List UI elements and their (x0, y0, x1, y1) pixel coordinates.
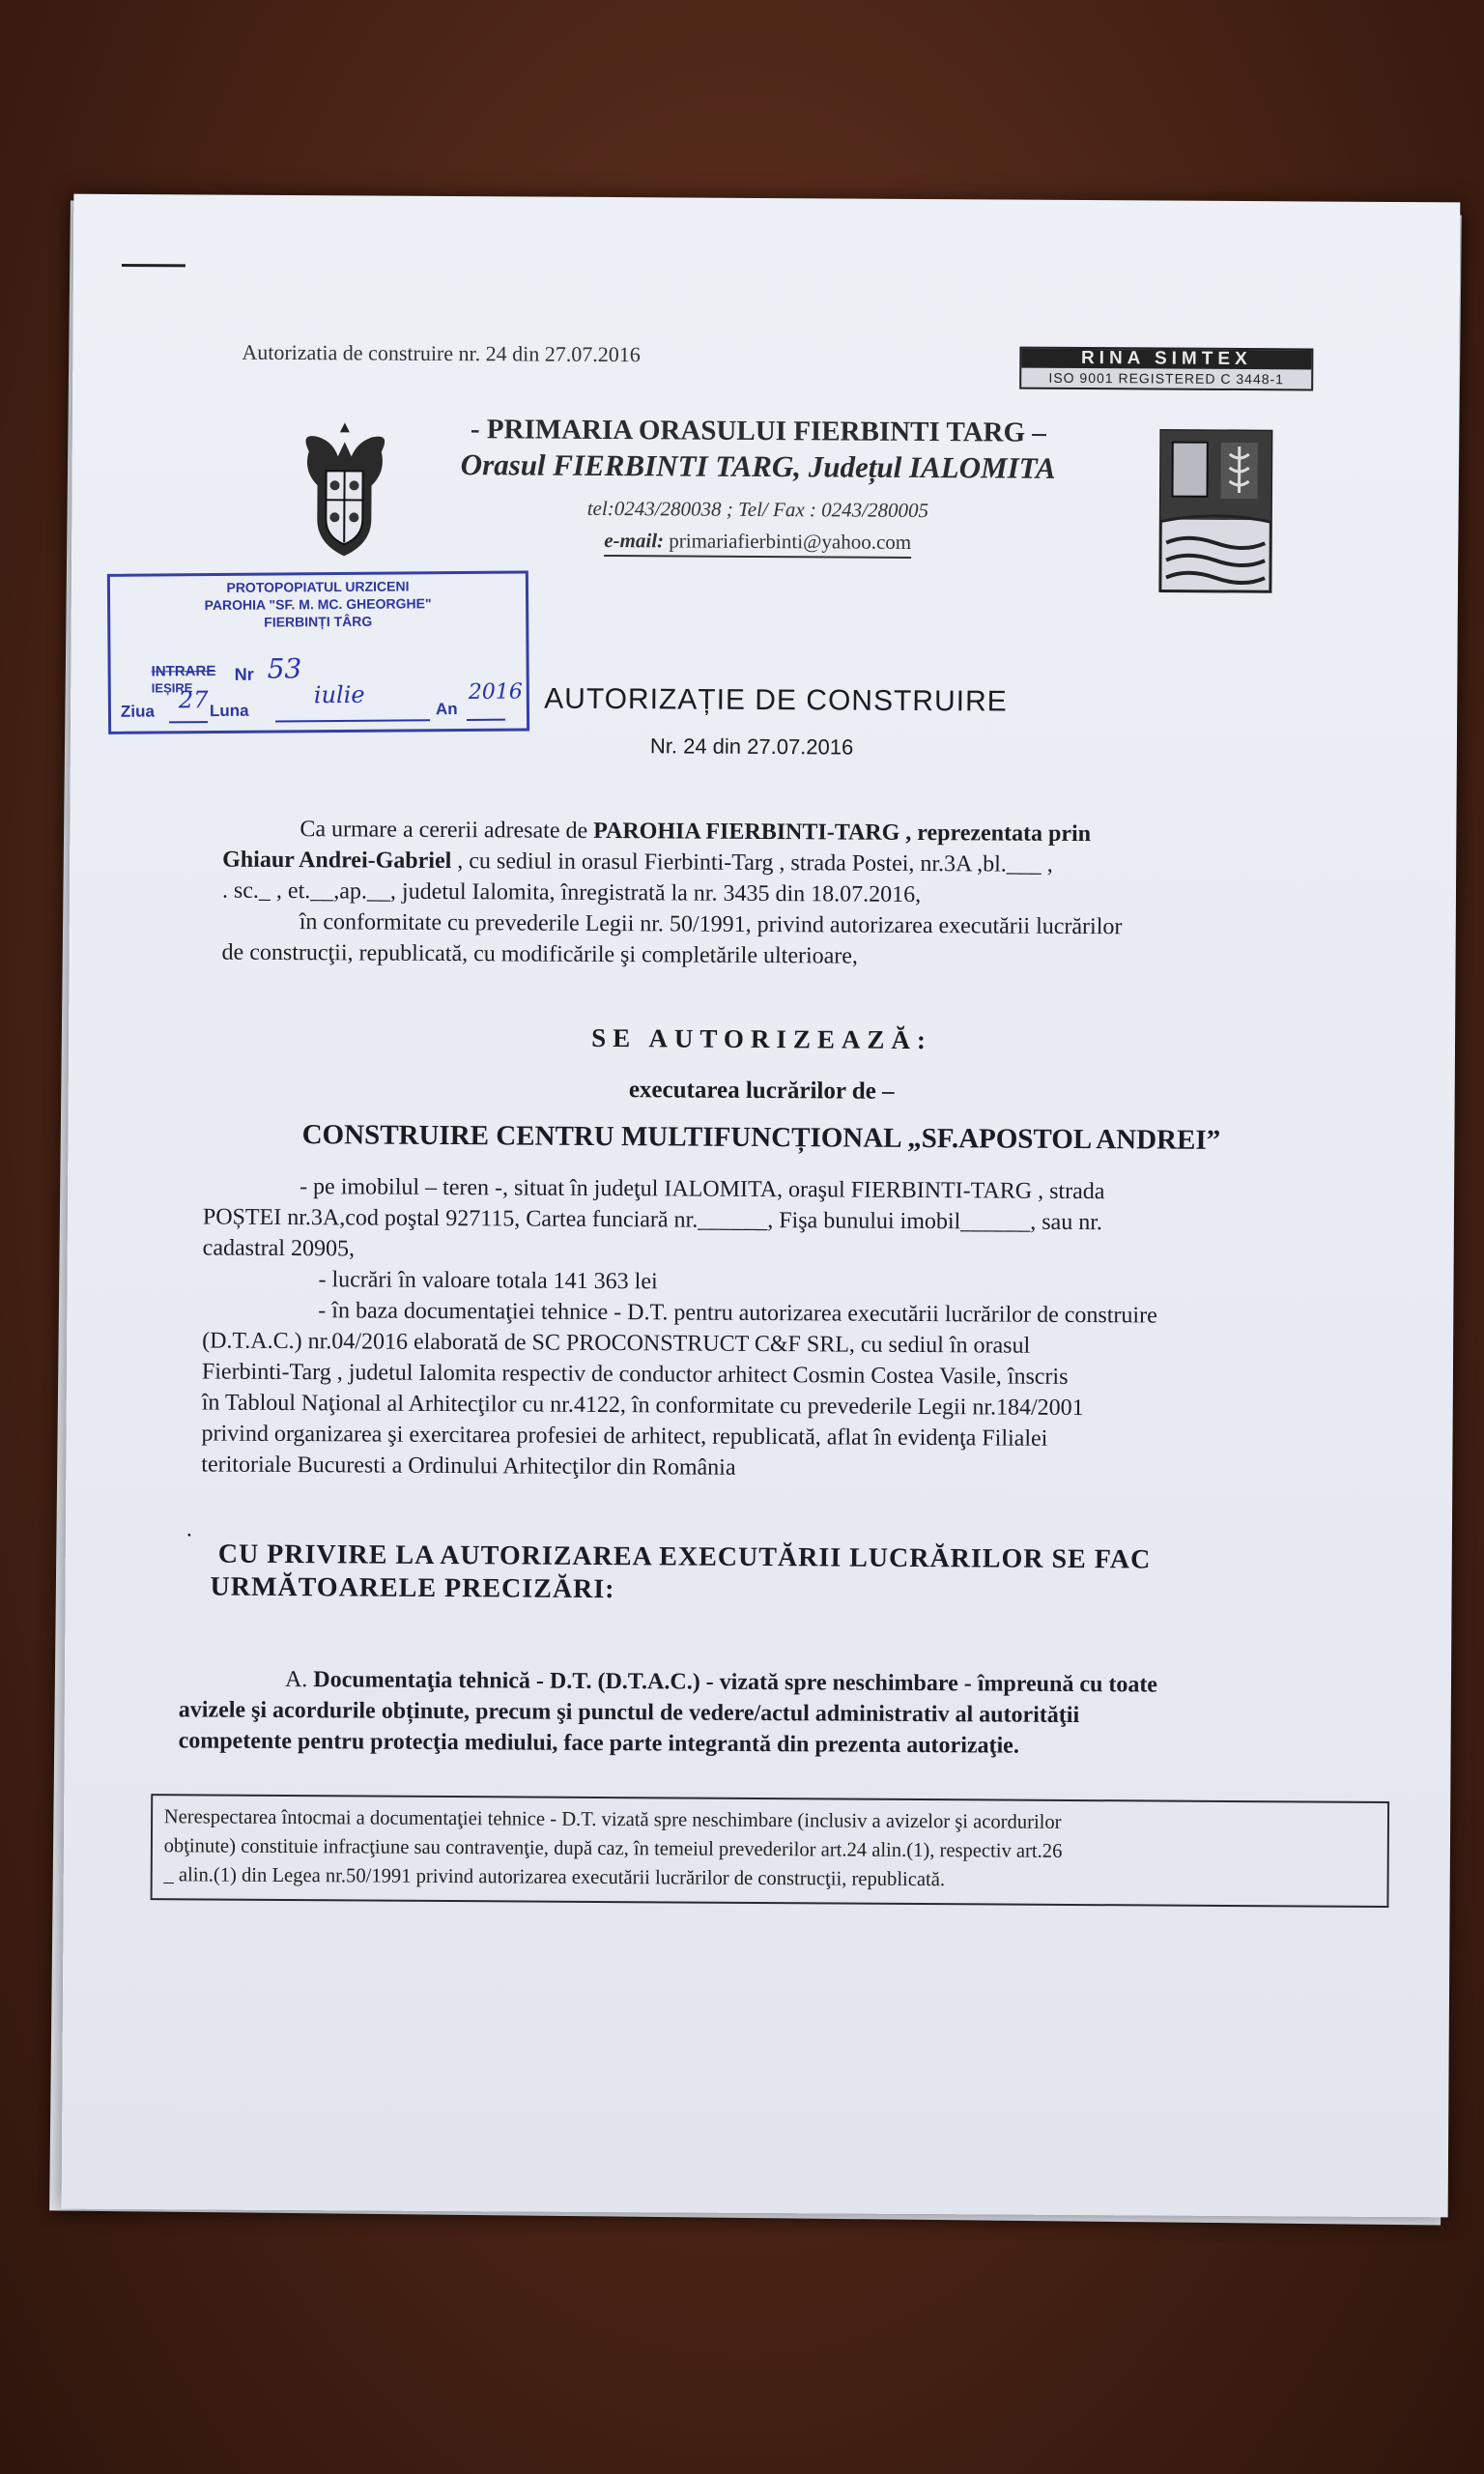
notice-line: Nerespectarea întocmai a documentaţiei tehnice - D.T. vizată spre neschimbare (inclusiv a avizelor şi acordurilor (163, 1804, 1062, 1833)
document-page (62, 194, 1461, 2218)
stamp-nr-label: Nr (234, 664, 254, 684)
details-line: (D.T.A.C.) nr.04/2016 elaborată de SC PROCONSTRUCT C&F SRL, cu sediul în orasul (202, 1328, 1031, 1359)
notice-line: _ alin.(1) din Legea nr.50/1991 privind autorizarea executării lucrărilor de construcţii, republicată. (163, 1862, 946, 1891)
authorization-heading: SE AUTORIZEAZĂ: (591, 1022, 933, 1055)
document-number: Nr. 24 din 27.07.2016 (649, 734, 854, 760)
stamp-line-2: PAROHIA "SF. M. MC. GHEORGHE" (204, 595, 432, 614)
clarifications-line: CU PRIVIRE LA AUTORIZAREA EXECUTĂRII LUCRĂRILOR SE FAC (217, 1539, 1152, 1575)
details-line: - în baza documentaţiei tehnice - D.T. pentru autorizarea executării lucrărilor de construire (318, 1298, 1157, 1329)
details-line: privind organizarea şi exercitarea profesiei de arhitect, republicată, aflat în evidenţa Filialei (201, 1421, 1048, 1452)
intro-line: în conformitate cu prevederile Legii nr. 50/1991, privind autorizarea executării lucrărilor (299, 909, 1123, 940)
stamp-iesire: IEȘIRE (151, 680, 193, 696)
stray-dot: . (186, 1516, 193, 1542)
point-a-line: avizele şi acordurile obținute, precum şi punctul de vedere/actul administrativ al autorităţii (178, 1697, 1080, 1729)
intro-line: de construcţii, republicată, cu modificările şi completările ulterioare, (221, 939, 859, 969)
stamp-ziua-label: Ziua (120, 702, 155, 721)
institution-header (381, 414, 1135, 561)
details-line: cadastral 20905, (202, 1235, 356, 1262)
document-title: AUTORIZAȚIE DE CONSTRUIRE (544, 682, 1008, 718)
stamp-intrare: INTRARE (151, 663, 216, 680)
construction-name: CONSTRUIRE CENTRU MULTIFUNCȚIONAL „SF.APOSTOL ANDREI” (301, 1119, 1221, 1156)
point-a-text: Documentaţia tehnică - D.T. (D.T.A.C.) - vizată spre neschimbare - împreună cu toate (313, 1667, 1158, 1698)
works-heading: executarea lucrărilor de – (628, 1077, 895, 1105)
details-line: - lucrări în valoare totala 141 363 lei (318, 1267, 658, 1295)
email-address: primariafierbinti@yahoo.com (669, 529, 912, 554)
notice-line: obţinute) constituie infracţiune sau contravenţie, după caz, în temeiul prevederilor art.24 alin.(1), respectiv art.26 (163, 1833, 1063, 1862)
stamp-an-value: 2016 (468, 679, 523, 705)
email-label: e-mail: (604, 528, 665, 553)
representative-name: Ghiaur Andrei-Gabriel (222, 847, 452, 875)
registration-stamp (107, 570, 529, 734)
point-a-line: competente pentru protecţia mediului, face parte integrantă din prezenta autorizaţie. (178, 1728, 1019, 1759)
institution-location: Orasul FIERBINTI TARG, Județul IALOMITA (460, 447, 1056, 485)
cert-brand: RINA SIMTEX (1021, 349, 1311, 370)
intro-text: , cu sediul in orasul Fierbinti-Targ , strada Postei, nr.3A ,bl.___ , (451, 849, 1053, 877)
intro-line: . sc._ , et.__,ap.__, judetul Ialomita, înregistrată la nr. 3435 din 18.07.2016, (221, 877, 922, 908)
institution-name: - PRIMARIA ORASULUI FIERBINTI TARG – (470, 414, 1046, 448)
details-line: Fierbinti-Targ , judetul Ialomita respectiv de conductor arhitect Cosmin Costea Vasile, înscris (201, 1359, 1069, 1390)
details-line: teritoriale Bucuresti a Ordinului Arhitecţilor din România (201, 1452, 736, 1481)
legal-notice-box (151, 1794, 1389, 1908)
institution-phone: tel:0243/280038 ; Tel/ Fax : 0243/280005 (586, 496, 929, 523)
details-paragraph (201, 1170, 1420, 1487)
reference-line: Autorizatia de construire nr. 24 din 27.07.2016 (242, 339, 641, 367)
point-a-paragraph (171, 1663, 1418, 1764)
stamp-underline (467, 719, 505, 721)
point-a-letter: A. (284, 1667, 314, 1693)
certification-logo (1019, 347, 1313, 391)
details-line: - pe imobilul – teren -, situat în judeţul IALOMITA, oraşul FIERBINTI-TARG , strada (300, 1174, 1105, 1205)
stamp-underline (169, 721, 208, 723)
stamp-nr-value: 53 (267, 652, 302, 685)
applicant-name: PAROHIA FIERBINTI-TARG , reprezentata prin (593, 818, 1092, 848)
intro-text: Ca urmare a cererii adresate de (300, 817, 594, 844)
institution-email-line (604, 529, 911, 559)
details-line: POȘTEI nr.3A,cod poştal 927115, Cartea funciară nr.______, Fişa bunului imobil______, sau nr. (202, 1204, 1102, 1236)
stamp-ziua-value: 27 (178, 686, 209, 714)
stamp-luna-value: iulie (313, 680, 365, 709)
top-dash-mark (122, 264, 186, 267)
details-line: în Tabloul Naţional al Arhitecţilor cu nr.4122, în conformitate cu prevederile Legii nr.184/2001 (201, 1390, 1084, 1422)
stamp-luna-label: Luna (209, 701, 249, 721)
intro-paragraph (175, 813, 1422, 975)
clarifications-heading (210, 1539, 1427, 1612)
cert-iso: ISO 9001 REGISTERED C 3448-1 (1048, 369, 1285, 388)
stamp-line-3: FIERBINȚI TÂRG (264, 613, 373, 630)
stamp-underline (275, 719, 430, 722)
stamp-line-1: PROTOPOPIATUL URZICENI (226, 578, 410, 595)
town-coat-of-arms-icon (1158, 429, 1273, 594)
stamp-an-label: An (435, 700, 458, 719)
clarifications-line: URMĂTOARELE PRECIZĂRI: (210, 1571, 615, 1605)
